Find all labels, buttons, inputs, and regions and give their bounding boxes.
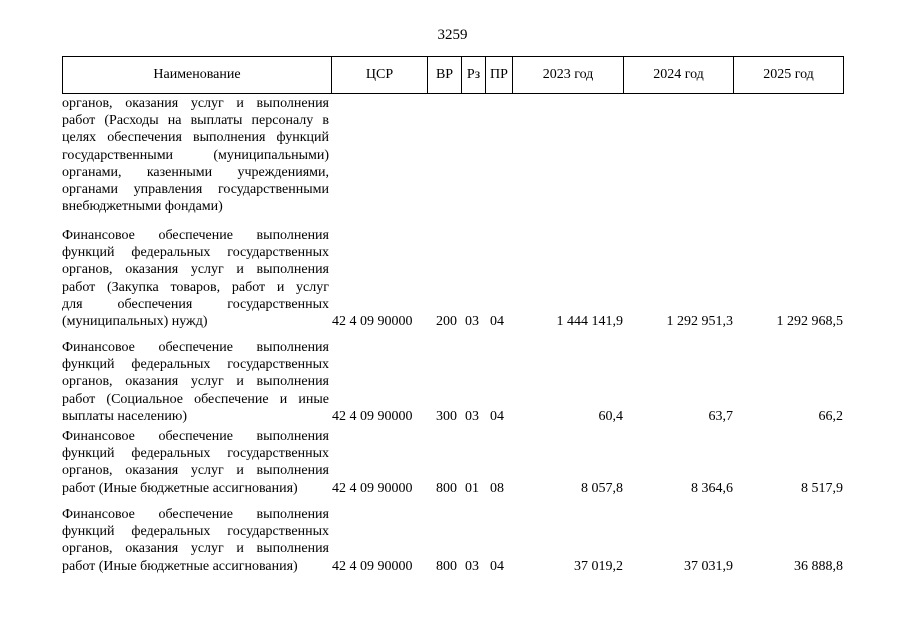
header-vr: ВР [427, 57, 461, 93]
header-2023: 2023 год [512, 57, 623, 93]
page-number: 3259 [437, 27, 468, 43]
row-name-line: Финансовое обеспечение выполнения [62, 340, 329, 355]
row-csr: 42 4 09 90000 [332, 480, 413, 496]
row-vr: 200 [436, 314, 457, 329]
row-vr: 800 [436, 558, 457, 574]
row-name-line: органами, казенными учреждениями, [62, 164, 329, 180]
row-name-line: внебюджетными фондами) [62, 199, 223, 215]
row-csr: 42 4 09 90000 [332, 314, 413, 329]
row-pr: 08 [490, 480, 504, 496]
row-name-line: работ (Закупка товаров, работ и услуг [62, 279, 329, 295]
header-2025: 2025 год [733, 57, 844, 93]
row-name-line: функций федеральных государственных [62, 357, 329, 373]
row-name-line: функций федеральных государственных [62, 524, 329, 540]
row-name-line: работ (Иные бюджетные ассигнования) [62, 558, 298, 574]
row-2025: 8 517,9 [801, 480, 843, 496]
row-2025: 36 888,8 [794, 558, 843, 574]
row-csr: 42 4 09 90000 [332, 558, 413, 574]
row-2024: 63,7 [708, 408, 733, 424]
row-name-line: выплаты населению) [62, 408, 187, 424]
row-rz: 03 [465, 558, 479, 574]
row-name-line: функций федеральных государственных [62, 446, 329, 462]
row-name-line: Финансовое обеспечение выполнения [62, 228, 329, 243]
row-name-line: государственными (муниципальными) [62, 147, 329, 163]
row-name-line: (муниципальных) нужд) [62, 314, 208, 330]
row-pr: 04 [490, 408, 504, 424]
header-2024: 2024 год [623, 57, 733, 93]
row-rz: 03 [465, 314, 479, 329]
row-name-line: функций федеральных государственных [62, 245, 329, 261]
row-name [62, 428, 329, 497]
row-2023: 60,4 [598, 408, 623, 424]
row-rz: 01 [465, 480, 479, 496]
row-2025: 66,2 [818, 408, 843, 424]
row-name-line: Финансовое обеспечение выполнения [62, 507, 329, 522]
row-name-line: работ (Иные бюджетные ассигнования) [62, 480, 298, 496]
row-vr: 300 [436, 408, 457, 424]
row-2023: 1 444 141,9 [556, 314, 623, 329]
row-csr: 42 4 09 90000 [332, 408, 413, 424]
row-name-line: работ (Расходы на выплаты персоналу в [62, 113, 329, 129]
row-2025: 1 292 968,5 [776, 314, 843, 329]
row-2023: 37 019,2 [574, 558, 623, 574]
row-name-line: органов, оказания услуг и выполнения [62, 374, 329, 390]
header-rz: Рз [461, 57, 485, 93]
row-name [62, 339, 329, 425]
table-header [62, 56, 844, 94]
header-csr: ЦСР [331, 57, 427, 93]
row-name-line: Финансовое обеспечение выполнения [62, 429, 329, 444]
row-2023: 8 057,8 [581, 480, 623, 496]
row-rz: 03 [465, 408, 479, 424]
row-name-line: органов, оказания услуг и выполнения [62, 262, 329, 278]
row-vr: 800 [436, 480, 457, 496]
row-name-line: органов, оказания услуг и выполнения [62, 96, 329, 111]
row-name-line: целях обеспечения выполнения функций [62, 130, 329, 146]
row-name [62, 95, 329, 215]
row-name-line: работ (Социальное обеспечение и иные [62, 391, 329, 407]
row-name-line: органов, оказания услуг и выполнения [62, 463, 329, 479]
row-2024: 37 031,9 [684, 558, 733, 574]
row-pr: 04 [490, 314, 504, 329]
header-name: Наименование [62, 57, 331, 93]
row-name [62, 506, 329, 575]
row-2024: 8 364,6 [691, 480, 733, 496]
row-2024: 1 292 951,3 [666, 314, 733, 329]
row-name-line: для обеспечения государственных [62, 296, 329, 312]
header-pr: ПР [485, 57, 512, 93]
row-name [62, 227, 329, 330]
row-name-line: органами управления государственными [62, 182, 329, 198]
row-name-line: органов, оказания услуг и выполнения [62, 541, 329, 557]
row-pr: 04 [490, 558, 504, 574]
